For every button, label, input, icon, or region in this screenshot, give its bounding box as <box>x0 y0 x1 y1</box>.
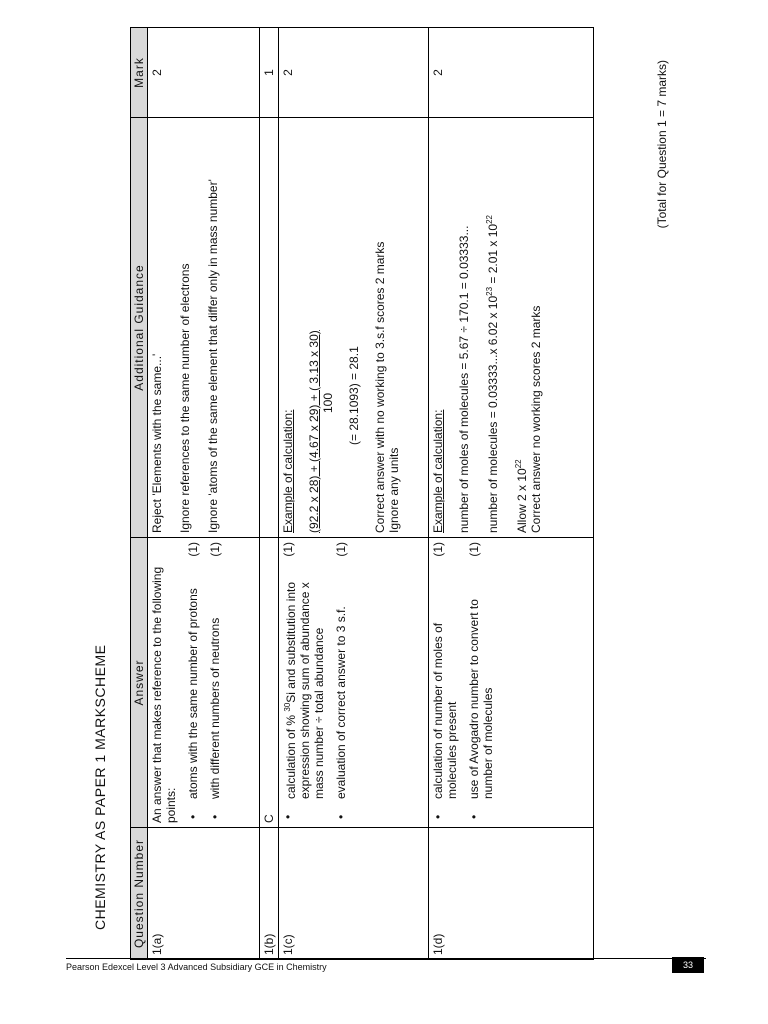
bullet-text: with different numbers of neutrons <box>208 617 222 799</box>
question-number: 1(a) <box>148 828 260 960</box>
bullet-icon: • <box>467 814 481 819</box>
calc-heading: Example of calculation: <box>281 409 295 533</box>
bullet-point <box>186 542 200 823</box>
bullet-text: evaluation of correct answer to 3 s.f. <box>334 606 348 799</box>
header-row <box>131 28 148 960</box>
table-row-1a <box>148 28 260 960</box>
question-number: 1(d) <box>429 828 594 960</box>
header-guidance: Additional Guidance <box>131 118 148 538</box>
guidance-line: Correct answer with no working to 3.s.f scores 2 marks <box>373 241 387 533</box>
table-row-1b <box>260 28 279 960</box>
question-number: 1(b) <box>260 828 279 960</box>
guidance-cell <box>148 118 260 538</box>
bullet-point <box>467 542 495 823</box>
table-row-1c <box>279 28 429 960</box>
bullet-mark: (1) <box>467 542 481 557</box>
bullet-mark: (1) <box>208 542 222 557</box>
guidance-line: number of moles of molecules = 5.67 ÷ 170.1 = 0.03333... <box>457 225 471 533</box>
bullet-text: calculation of number of moles of molecules present <box>431 622 459 799</box>
mark-cell: 2 <box>279 28 429 118</box>
bullet-text: calculation of % $^{30}$Si and substitution into expression showing sum of abundance x mass number ÷ total abundance <box>283 581 326 799</box>
header-mark: Mark <box>131 28 148 118</box>
bullet-mark: (1) <box>431 542 445 557</box>
markscheme-frame <box>130 28 654 960</box>
bullet-point <box>334 542 348 823</box>
bullet-icon: • <box>208 814 222 819</box>
guidance-line: Ignore 'atoms of the same element that differ only in mass number' <box>206 179 220 533</box>
page-number: 33 <box>672 957 704 973</box>
bullet-icon: • <box>281 814 295 819</box>
answer-cell <box>148 538 260 828</box>
answer-cell <box>279 538 429 828</box>
calc-heading: Example of calculation: <box>431 409 445 533</box>
calc-numerator: (92.2 x 28) + (4.67 x 29) + ( 3.13 x 30) <box>307 330 321 533</box>
mark-cell: 2 <box>148 28 260 118</box>
guidance-line: Ignore any units <box>387 447 401 533</box>
answer-intro: An answer that makes reference to the following points: <box>150 566 178 823</box>
header-answer: Answer <box>131 538 148 828</box>
guidance-cell <box>429 118 594 538</box>
answer-cell <box>429 538 594 828</box>
bullet-text: use of Avogadro number to convert to number of molecules <box>467 599 495 799</box>
header-question: Question Number <box>131 828 148 960</box>
guidance-line: number of molecules = 0.03333...x 6.02 x $10^{23} = 2.01$ x $10^{22}$ <box>485 214 500 533</box>
footer-text: Pearson Edexcel Level 3 Advanced Subsidiary GCE in Chemistry <box>66 962 327 972</box>
guidance-line: Ignore references to the same number of electrons <box>178 263 192 533</box>
calc-result: (= 28.1093) = 28.1 <box>347 346 361 445</box>
answer-cell: C <box>260 538 279 828</box>
footer-divider <box>66 958 706 959</box>
bullet-icon: • <box>186 814 200 819</box>
guidance-line: Correct answer no working scores 2 marks <box>529 305 543 533</box>
bullet-text: atoms with the same number of protons <box>186 588 200 799</box>
bullet-icon: • <box>334 814 348 819</box>
question-number: 1(c) <box>279 828 429 960</box>
bullet-icon: • <box>431 814 445 819</box>
bullet-mark: (1) <box>281 542 295 557</box>
bullet-point <box>208 542 222 823</box>
bullet-point <box>281 542 326 823</box>
guidance-line: Allow 2 x $10^{22}$ <box>514 459 529 533</box>
markscheme-table <box>130 27 594 960</box>
page-title: CHEMISTRY AS PAPER 1 MARKSCHEME <box>92 644 108 930</box>
guidance-line: Reject 'Elements with the same...' <box>150 353 164 533</box>
bullet-mark: (1) <box>334 542 348 557</box>
guidance-cell <box>260 118 279 538</box>
mark-cell: 2 <box>429 28 594 118</box>
bullet-point <box>431 542 459 823</box>
bullet-mark: (1) <box>186 542 200 557</box>
calc-denominator: 100 <box>321 392 335 414</box>
table-row-1d <box>429 28 594 960</box>
question-total: (Total for Question 1 = 7 marks) <box>655 60 669 229</box>
guidance-cell <box>279 118 429 538</box>
mark-cell: 1 <box>260 28 279 118</box>
